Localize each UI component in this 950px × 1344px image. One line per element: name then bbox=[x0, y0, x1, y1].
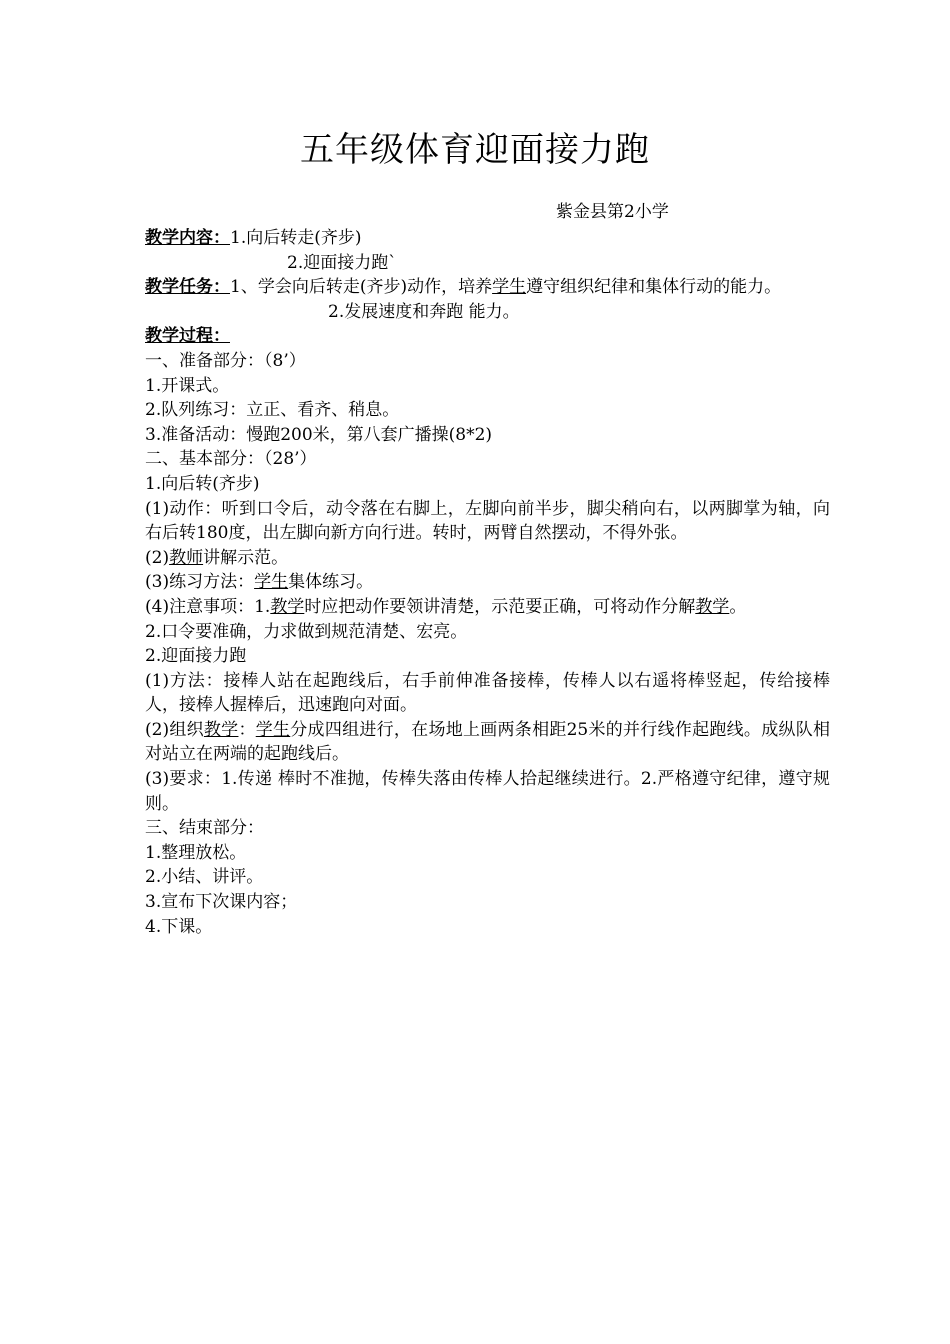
turn-demo bbox=[145, 546, 830, 571]
relay-org-a: (2)组织 bbox=[145, 719, 204, 740]
task-label: 教学任务： bbox=[145, 277, 230, 298]
task-item-2: 2.发展速度和奔跑 能力。 bbox=[328, 301, 520, 322]
turn-practice-a: (3)练习方法： bbox=[145, 572, 255, 593]
turn-notes-b: 时应把动作要领讲清楚，示范要正确，可将动作分解 bbox=[304, 596, 696, 617]
prep-item-1: 1.开课式。 bbox=[145, 375, 230, 396]
task-text-a: 1、学会向后转走(齐步)动作，培养 bbox=[230, 277, 493, 298]
task-link-student[interactable]: 学生 bbox=[492, 277, 527, 298]
relay-requirements: (3)要求：1.传递 棒时不准抛，传棒失落由传棒人拾起继续进行。2.严格遵守纪律，遵守规则。 bbox=[145, 769, 830, 814]
teaching-link-1[interactable]: 教学 bbox=[270, 596, 305, 617]
school-name: 紫金县第2小学 bbox=[556, 202, 669, 222]
relay-organization bbox=[145, 718, 830, 767]
turn-practice bbox=[145, 570, 830, 595]
content-line-1 bbox=[145, 226, 830, 251]
teaching-link-3[interactable]: 教学 bbox=[203, 719, 239, 740]
prep-item-3: 3.准备活动：慢跑200米，第八套广播操(8*2) bbox=[145, 424, 493, 445]
turn-action: (1)动作：听到口令后，动令落在右脚上，左脚向前半步，脚尖稍向右，以两脚掌为轴，向右后转180度，出左脚向新方向行进。转时，两臂自然摆动，不得外张。 bbox=[145, 498, 830, 544]
content-label: 教学内容： bbox=[145, 228, 230, 248]
basic-heading: 二、基本部分：（28’） bbox=[145, 449, 317, 470]
turn-title: 1.向后转(齐步) bbox=[145, 473, 260, 494]
end-heading: 三、结束部分： bbox=[145, 818, 264, 839]
document-body bbox=[145, 226, 830, 939]
relay-org-b: ： bbox=[238, 719, 256, 740]
end-item-4: 4.下课。 bbox=[145, 916, 213, 937]
document-title: 五年级体育迎面接力跑 bbox=[300, 130, 650, 170]
content-item-2: 2.迎面接力跑` bbox=[287, 252, 397, 273]
turn-notes-a: (4)注意事项：1. bbox=[145, 596, 271, 617]
student-link[interactable]: 学生 bbox=[254, 572, 289, 593]
end-item-1: 1.整理放松。 bbox=[145, 842, 247, 863]
turn-demo-a: (2) bbox=[145, 547, 170, 568]
student-link-2[interactable]: 学生 bbox=[255, 719, 291, 740]
turn-notes-c: 。 bbox=[729, 596, 747, 617]
relay-method: (1)方法：接棒人站在起跑线后，右手前伸准备接棒，传棒人以右遥将棒竖起，传给接棒人，接棒人握棒后，迅速跑向对面。 bbox=[145, 670, 830, 716]
content-item-1: 1.向后转走(齐步) bbox=[230, 228, 362, 248]
prep-item-2: 2.队列练习：立正、看齐、稍息。 bbox=[145, 400, 400, 421]
relay-org-c: 分成四组进行，在场地上画两条相距25米的并行线作起跑线。成纵队相对站立在两端的起跑线后。 bbox=[145, 719, 831, 765]
teacher-link[interactable]: 教师 bbox=[169, 547, 204, 568]
turn-notes bbox=[145, 595, 830, 620]
prep-heading: 一、准备部分：（8’） bbox=[145, 350, 306, 371]
relay-title: 2.迎面接力跑 bbox=[145, 646, 247, 667]
end-item-2: 2.小结、讲评。 bbox=[145, 867, 264, 888]
turn-demo-b: 讲解示范。 bbox=[203, 547, 289, 568]
task-line-1 bbox=[145, 275, 830, 300]
process-label: 教学过程： bbox=[145, 326, 230, 347]
turn-practice-b: 集体练习。 bbox=[288, 572, 374, 593]
task-text-b: 遵守组织纪律和集体行动的能力。 bbox=[526, 277, 782, 298]
turn-notes-2: 2.口令要准确，力求做到规范清楚、宏亮。 bbox=[145, 621, 468, 642]
end-item-3: 3.宣布下次课内容； bbox=[145, 892, 298, 913]
teaching-link-2[interactable]: 教学 bbox=[695, 596, 730, 617]
